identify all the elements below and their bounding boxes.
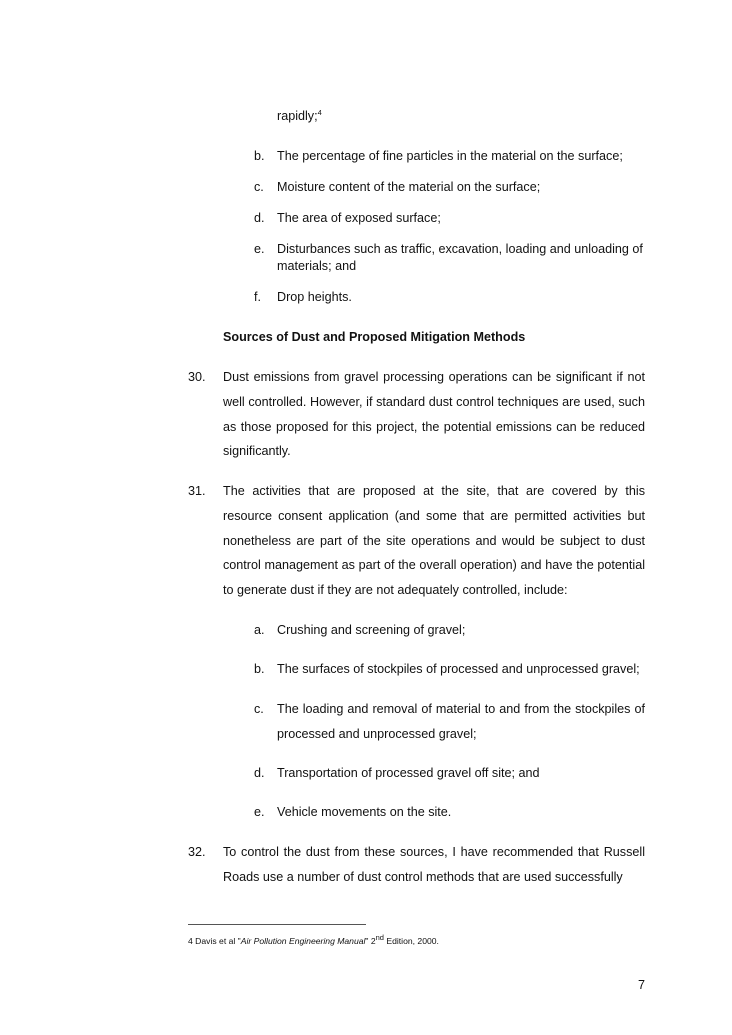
list-item: Vehicle movements on the site. (277, 805, 452, 819)
footnote: 4 Davis et al "Air Pollution Engineering Manual" 2nd Edition, 2000. (188, 933, 439, 946)
paragraph-31: The activities that are proposed at the site, that are covered by this resource consent application (and some that are permitted activities but nonetheless are part of the site operations and would be subject to dust control management as part of the overall operation) and have the potential to generate dust if they are not adequately controlled, include: (223, 484, 645, 598)
section-heading: Sources of Dust and Proposed Mitigation Methods (223, 330, 526, 344)
list-marker: d. (254, 766, 265, 780)
footnote-number: 4 (188, 936, 193, 946)
list-item-continued: materials; and (277, 259, 357, 273)
list-item: Crushing and screening of gravel; (277, 623, 466, 637)
list-item: The area of exposed surface; (277, 211, 441, 225)
list-marker: e. (254, 805, 265, 819)
list-item: The percentage of fine particles in the material on the surface; (277, 149, 623, 163)
list-marker: f. (254, 290, 261, 304)
paragraph-number: 31. (188, 484, 206, 498)
list-item: Disturbances such as traffic, excavation, loading and unloading of (277, 242, 643, 256)
footnote-divider (188, 924, 366, 925)
list-item: The surfaces of stockpiles of processed and unprocessed gravel; (277, 662, 640, 676)
list-marker: a. (254, 623, 265, 637)
page-number: 7 (637, 978, 645, 992)
footnote-ref: 4 (317, 107, 322, 117)
continuation-text: rapidly;$^4$ (277, 107, 322, 123)
list-item: Drop heights. (277, 290, 352, 304)
list-marker: c. (254, 702, 264, 716)
list-marker: b. (254, 662, 265, 676)
list-marker: d. (254, 211, 265, 225)
paragraph-32: To control the dust from these sources, I have recommended that Russell Roads use a number of dust control methods that are used successfully (223, 845, 645, 884)
list-item: The loading and removal of material to and from the stockpiles of processed and unprocessed gravel; (277, 702, 645, 741)
list-marker: c. (254, 180, 264, 194)
list-marker: e. (254, 242, 265, 256)
list-item: Moisture content of the material on the surface; (277, 180, 541, 194)
list-item: Transportation of processed gravel off site; and (277, 766, 540, 780)
paragraph-number: 30. (188, 370, 206, 384)
footnote-title: Air Pollution Engineering Manual (240, 936, 366, 946)
paragraph-30: Dust emissions from gravel processing operations can be significant if not well controlled. However, if standard dust control techniques are used, such as those proposed for this project, the potential emissions can be reduced significantly. (223, 370, 645, 459)
list-marker: b. (254, 149, 265, 163)
paragraph-number: 32. (188, 845, 206, 859)
